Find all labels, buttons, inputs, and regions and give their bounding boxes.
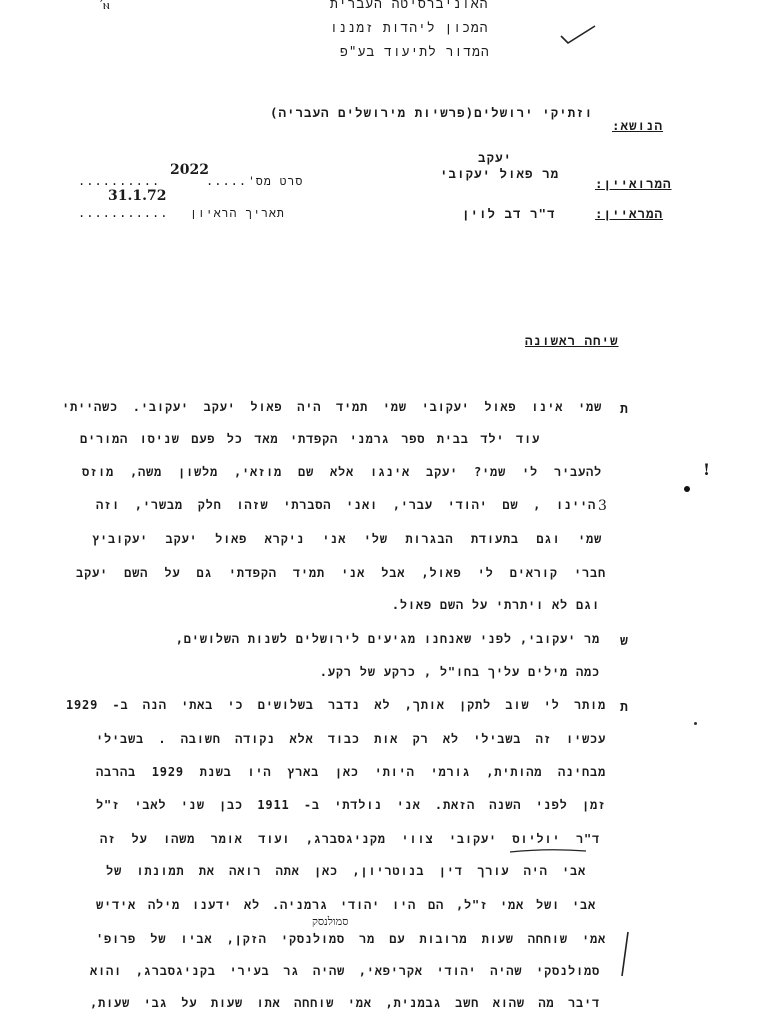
institute-name: המכון ליהדות זמננו [330, 21, 489, 36]
record-number-label: סרט מס' [248, 174, 304, 188]
record-number-dots-right: ..... [206, 174, 248, 188]
transcript-line: אבי ושל אמי ז"ל, הם היו יהודי גרמניה. לא ידענו מילה אידיש [96, 898, 596, 912]
record-number-value: 2022 [170, 162, 209, 178]
interlinear-handwritten-correction: סמולנסק [312, 915, 349, 928]
transcript-line: וגם לא ויתרתי על השם פאול. [391, 598, 600, 612]
margin-dot [684, 486, 690, 492]
transcript-line: היינו , שם יהודי עברי, ואני הסברתי שזהו חלק מבשרי, וזה [96, 498, 596, 512]
transcript-line: עוד ילד בבית ספר גרמני הקפדתי מאד כל פעם שניסו המורים [80, 432, 540, 446]
margin-tiny-dot [694, 722, 697, 725]
margin-exclamation-mark: ! [703, 460, 711, 479]
subject-value: וזתיקי ירושלים(פרשיות מירושלים העבריה) [270, 105, 594, 120]
interviewee-label: המרואיין: [595, 176, 672, 191]
interviewee-name: מר פאול יעקובי [440, 166, 560, 181]
department-name: המדור לתיעוד בע"פ [340, 45, 490, 60]
interview-date-dots: ........... [78, 206, 169, 220]
margin-handwritten-digit: 3 [598, 498, 607, 514]
transcript-line: מר יעקובי, לפני שאנחנו מגיעים לירושלים לשנות השלושים, [175, 632, 600, 646]
interviewee-first-name: יעקב [478, 150, 513, 165]
transcript-line: דיבר מה שהוא חשב גבמנית, אמי שוחחה אתו שעות על גבי שעות, [90, 996, 600, 1010]
check-mark-icon [558, 22, 598, 46]
speaker-answer-1: ת [620, 402, 628, 417]
subject-label: הנושא: [612, 118, 664, 133]
transcript-line: חברי קוראים לי פאול, אבל אני תמיד הקפדתי גם על השם יעקב [76, 566, 606, 580]
margin-vertical-stroke [618, 930, 632, 978]
record-number-dots-left: .......... [78, 174, 161, 188]
underline-stroke [508, 846, 588, 856]
transcript-line: עכשיו זה בשבילי לא רק אות כבוד אלא נקודה חשובה . בשבילי [96, 732, 606, 746]
transcript-line: שמי אינו פאול יעקובי שמי תמיד היה פאול יעקב יעקובי. כשהייתי [62, 400, 602, 414]
transcript-line: ד"ר יוליוס יעקובי צווי מקניגסברג, ועוד אומר משהו על זה [100, 832, 600, 846]
interview-date-value: 31.1.72 [108, 188, 167, 204]
transcript-line: כמה מילים עליך בחו"ל , כרקע של רקע. [319, 665, 600, 679]
transcript-line: שמי וגם בתעודת הבגרות שלי אני ניקרא פאול יעקב יעקוביץ [92, 532, 602, 546]
interview-date-label: תאריך הראיון [190, 206, 285, 220]
speaker-answer-2: ת [620, 700, 628, 715]
transcript-line: אבי היה עורך דין בנוטריון, כאן אתה רואה את תמונתו של [106, 864, 586, 878]
speaker-question-1: ש [620, 634, 628, 649]
interviewer-label: המראיין: [595, 206, 664, 221]
transcript-line: זמן לפני השנה הזאת. אני נולדתי ב- 1911 כבן שני לאבי ז"ל [96, 798, 606, 812]
transcript-line: מבחינה מהותית, גורמי היותי כאן בארץ היו בשנת 1929 בהרבה [96, 765, 606, 779]
section-title: שיחה ראשונה [525, 333, 619, 348]
transcript-line: להעביר לי שמי? יעקב אינגו אלא שם מוזאי, מלשון משה, מוזס [82, 465, 602, 479]
transcript-line: מותר לי שוב לתקן אותך, לא נדבר בשלושים כי באתי הנה ב- 1929 [66, 698, 606, 712]
transcript-line: סמולנסקי שהיה יהודי אקריפאי, שהיה גר בעירי בקניגסברג, והוא [90, 964, 600, 978]
transcript-line: אמי שוחחה שעות מרובות עם מר סמולנסקי הזקן, אביו של פרופ' [96, 932, 606, 946]
institution-name: האוניברסיטה העברית [330, 0, 489, 12]
interviewer-name: ד"ר דב לוין [462, 206, 556, 221]
corner-handwritten-mark: ′ⲛ [100, 0, 110, 13]
